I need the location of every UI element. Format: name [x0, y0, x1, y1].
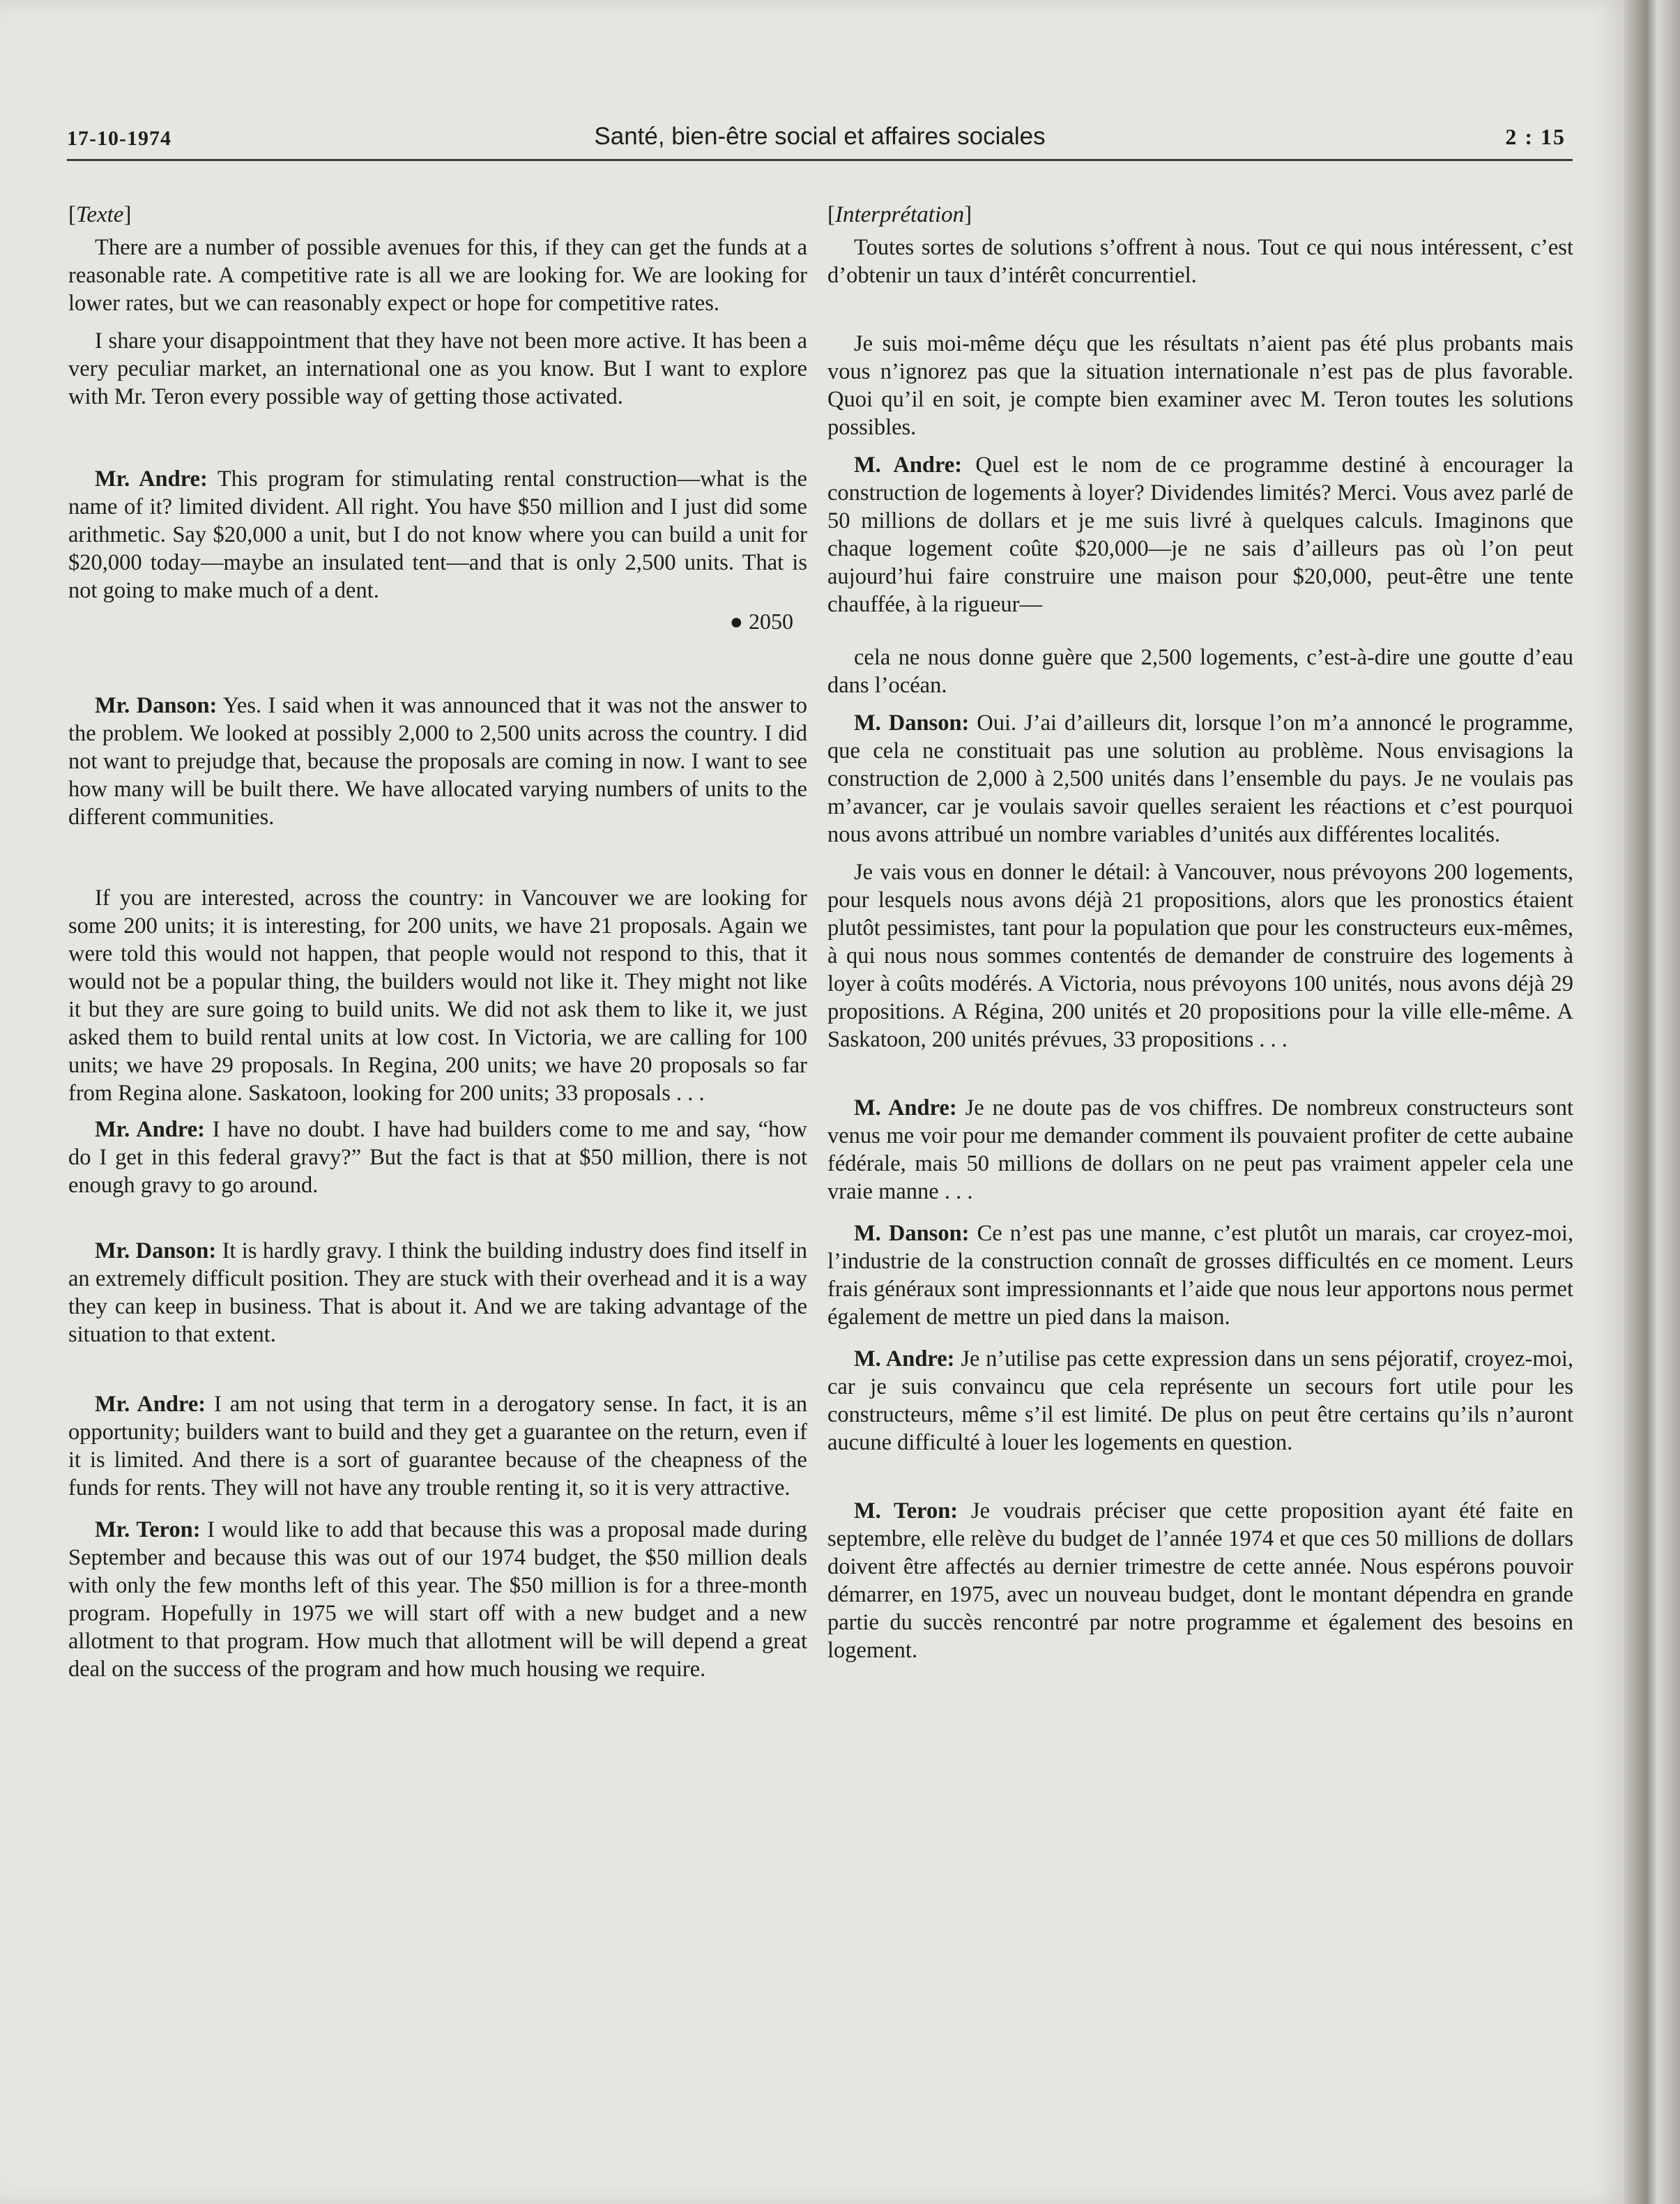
- paragraph: If you are interested, across the country: in Vancouver we are looking for some 200 units; it is interesting, for 200 units, we have 21 proposals. Again we were told this would not happen, that people would not respond to this, that it would not be a popular thing, the builders would not like it. They might not like it but they are sure going to build units. We did not ask them to like it, we just asked them to build rental units at low cost. In Victoria, we are calling for 100 units; we have 29 proposals. In Regina, 200 units; we have 20 proposals so far from Regina alone. Saskatoon, looking for 200 units; 33 proposals . . .: [68, 886, 807, 1106]
- paragraph: I share your disappointment that they have not been more active. It has been a very peculiar market, an international one as you know. But I want to explore with Mr. Teron every possible way of getting those activated.: [68, 328, 807, 409]
- paragraph: M. Andre: Je n’utilise pas cette expression dans un sens péjoratif, croyez-moi, car je suis convaincu que cela représente un secours fort utile pour les constructeurs, même s’il est limité. De plus on peut être certains qu’ils n’auront aucune difficulté à louer les logements en question.: [827, 1346, 1574, 1455]
- paragraph: Mr. Danson: It is hardly gravy. I think the building industry does find itself in an extremely difficult position. They are stuck with their overhead and it is a way they can keep in business. That is about it. And we are taking advantage of the situation to that extent.: [68, 1238, 807, 1347]
- paragraph: There are a number of possible avenues for this, if they can get the funds at a reasonable rate. A competitive rate is all we are looking for. We are looking for lower rates, but we can reasonably expect or hope for competitive rates.: [68, 235, 807, 316]
- paragraph: Mr. Teron: I would like to add that because this was a proposal made during September and because this was out of our 1974 budget, the $50 million deals with only the few months left of this year. The $50 million is for a three-month program. Hopefully in 1975 we will start off with a new budget and a new allotment to that program. How much that allotment will be will depend a great deal on the success of the program and how much housing we require.: [68, 1517, 807, 1682]
- french-column: [827, 202, 1573, 1664]
- header-date: 17-10-1974: [67, 127, 171, 150]
- paragraph: cela ne nous donne guère que 2,500 logements, c’est-à-dire une goutte d’eau dans l’océan.: [827, 645, 1573, 698]
- paragraph: Mr. Andre: I have no doubt. I have had builders come to me and say, “how do I get in this federal gravy?” But the fact is that at $50 million, there is not enough gravy to go around.: [68, 1117, 807, 1198]
- paragraph: M. Andre: Quel est le nom de ce programme destiné à encourager la construction de logements à loyer? Dividendes limités? Merci. Vous avez parlé de 50 millions de dollars et je me suis livré à quelques calculs. Imaginons que chaque logement coûte $20,000—je ne sais d’ailleurs pas où l’on peut aujourd’hui faire construire une maison pour $20,000, peut-être une tente chauffée, à la rigueur—: [827, 453, 1574, 617]
- header-page-number: 2 : 15: [1505, 124, 1566, 149]
- section-label: [Interprétation]: [827, 202, 972, 227]
- page-header: [67, 117, 1573, 161]
- paragraph: Je vais vous en donner le détail: à Vancouver, nous prévoyons 200 logements, pour lesquels nous avons déjà 21 propositions, alors que les pronostics étaient plutôt pessimistes, tant pour la population que pour les constructeurs eux-mêmes, à qui nous nous sommes contentés de demander de construire des logements à loyer à coûts modérés. A Victoria, nous prévoyons 100 unités, nous avons déjà 29 propositions. A Régina, 200 unités et 20 propositions pour la ville elle-même. A Saskatoon, 200 unités prévues, 33 propositions . . .: [827, 860, 1573, 1052]
- paragraph: Mr. Andre: This program for stimulating rental construction—what is the name of it? limited divident. All right. You have $50 million and I just did some arithmetic. Say $20,000 a unit, but I do not know where you can build a unit for $20,000 today—maybe an insulated tent—and that is only 2,500 units. That is not going to make much of a dent.: [68, 466, 807, 603]
- paragraph: M. Danson: Ce n’est pas une manne, c’est plutôt un marais, car croyez-moi, l’industrie de la construction connaît de grosses difficultés en ce moment. Leurs frais généraux sont impressionnants et l’aide que nous leur apportons nous permet également de mettre un pied dans la maison.: [827, 1221, 1573, 1330]
- paragraph: Mr. Danson: Yes. I said when it was announced that it was not the answer to the problem. We looked at possibly 2,000 to 2,500 units across the country. I did not want to prejudge that, because the proposals are coming in now. I want to see how many will be built there. We have allocated varying numbers of units to the different communities.: [68, 693, 807, 830]
- english-column: [68, 202, 807, 1683]
- page-edge: [1624, 0, 1680, 2204]
- section-label: [Texte]: [68, 202, 132, 227]
- paragraph: Toutes sortes de solutions s’offrent à nous. Tout ce qui nous intéressent, c’est d’obtenir un taux d’intérêt concurrentiel.: [827, 235, 1573, 288]
- paragraph: M. Danson: Oui. J’ai d’ailleurs dit, lorsque l’on m’a annoncé le programme, que cela ne constituait pas une solution au problème. Nous envisagions la construction de 2,000 à 2,500 unités dans l’ensemble du pays. Je ne voulais pas m’avancer, car je voulais savoir quelles seraient les réactions et c’est pourquoi nous avons attribué un nombre variables d’unités aux différentes localités.: [827, 710, 1573, 847]
- paragraph: M. Teron: Je voudrais préciser que cette proposition ayant été faite en septembre, elle relève du budget de l’année 1974 et que ces 50 millions de dollars doivent être affectés au dernier trimestre de cette année. Nous espérons pouvoir démarrer, en 1975, avec un nouveau budget, dont le montant dépendra en grande partie du succès rencontré par notre programme et également des besoins en logement.: [827, 1498, 1573, 1663]
- header-title: Santé, bien-être social et affaires sociales: [594, 123, 1046, 150]
- paragraph: Mr. Andre: I am not using that term in a derogatory sense. In fact, it is an opportunity; builders want to build and they get a guarantee on the return, even if it is limited. And there is a sort of guarantee because of the cheapness of the funds for rents. They will not have any trouble renting it, so it is very attractive.: [68, 1392, 807, 1500]
- page-marker: ● 2050: [729, 609, 793, 634]
- paragraph: Je suis moi-même déçu que les résultats n’aient pas été plus probants mais vous n’ignorez pas que la situation internationale n’est pas de plus favorable. Quoi qu’il en soit, je compte bien examiner avec M. Teron toutes les solutions possibles.: [827, 331, 1573, 440]
- paragraph: M. Andre: Je ne doute pas de vos chiffres. De nombreux constructeurs sont venus me voir pour me demander comment ils pouvaient profiter de cette aubaine fédérale, mais 50 millions de dollars on ne peut pas vraiment appeler cela une vraie manne . . .: [827, 1095, 1574, 1204]
